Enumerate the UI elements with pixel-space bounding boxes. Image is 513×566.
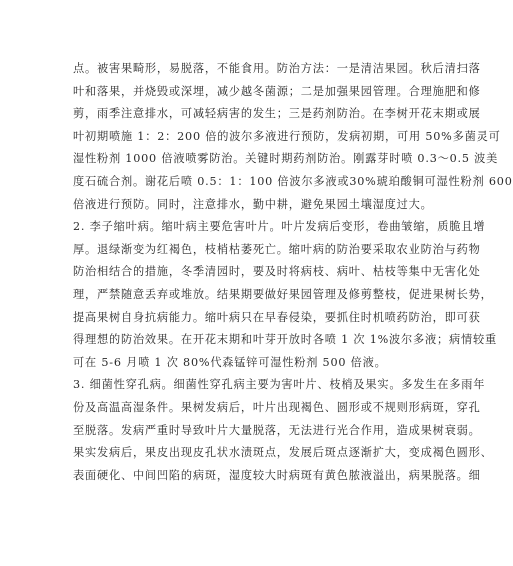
text-line: 可在 5-6 月喷 1 次 80%代森锰锌可湿性粉剂 500 倍液。: [73, 355, 387, 369]
article-body: [73, 58, 513, 487]
section-heading-line: 2. 李子缩叶病。缩叶病主要危害叶片。叶片发病后变形，卷曲皱缩，质脆且增: [73, 220, 486, 234]
text-line: 厚。退绿渐变为红褐色，枝梢枯萎死亡。缩叶病的防治要采取农业防治与药物: [73, 242, 481, 256]
text-line: 剪，雨季注意排水，可减轻病害的发生；三是药剂防治。在李树开花末期或展: [73, 107, 481, 121]
text-line: 倍液进行预防。同时，注意排水，勤中耕，避免果园土壤湿度过大。: [73, 197, 433, 211]
text-line: 防治相结合的措施，冬季清园时，要及时将病枝、病叶、枯枝等集中无害化处: [73, 265, 481, 279]
text-line: 度石硫合剂。谢花后喷 0.5：1：100 倍波尔多液或30%琥珀酸铜可湿性粉剂 600: [73, 174, 513, 188]
section-heading-line: 3. 细菌性穿孔病。细菌性穿孔病主要为害叶片、枝梢及果实。多发生在多雨年: [73, 378, 486, 392]
text-line: 果实发病后，果皮出现皮孔状水渍斑点，发展后斑点逐渐扩大，变成褐色圆形、: [73, 446, 493, 460]
text-line: 叶和落果，并烧毁或深埋，减少越冬菌源；二是加强果园管理。合理施肥和修: [73, 84, 481, 98]
text-line: 至脱落。发病严重时导致叶片大量脱落，无法进行光合作用，造成果树衰弱。: [73, 423, 481, 437]
text-line: 表面硬化、中间凹陷的病斑，湿度较大时病斑有黄色脓液溢出，病果脱落。细: [73, 468, 481, 482]
text-line: 份及高温高湿条件。果树发病后，叶片出现褐色、圆形或不规则形病斑，穿孔: [73, 400, 481, 414]
text-line: 湿性粉剂 1000 倍液喷雾防治。关键时期药剂防治。刚露芽时喷 0.3～0.5 波美: [73, 152, 499, 166]
text-line: 得理想的防治效果。在开花末期和叶芽开放时各喷 1 次 1%波尔多液；病情较重: [73, 333, 497, 347]
text-line: 点。被害果畸形，易脱落，不能食用。防治方法：一是清洁果园。秋后清扫落: [73, 62, 481, 75]
text-line: 提高果树自身抗病能力。缩叶病只在早春侵染，要抓住时机喷药防治，即可获: [73, 310, 481, 324]
text-line: 叶初期喷施 1：2：200 倍的波尔多液进行预防，发病初期，可用 50%多菌灵可: [73, 129, 501, 143]
text-line: 理，严禁随意丢弃或堆放。结果期要做好果园管理及修剪整枝，促进果树长势，: [73, 287, 493, 301]
